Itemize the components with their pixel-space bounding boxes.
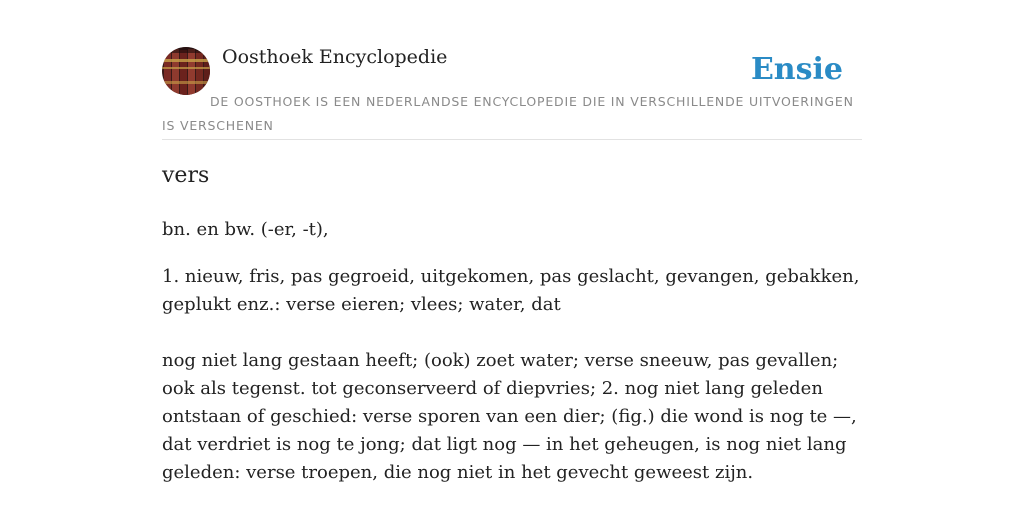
header-divider xyxy=(162,139,862,140)
source-description: DE OOSTHOEK IS EEN NEDERLANDSE ENCYCLOPEDIE DIE IN VERSCHILLENDE UITVOERINGEN IS VERSCHENEN xyxy=(162,94,854,133)
source-title[interactable]: Oosthoek Encyclopedie xyxy=(222,46,448,68)
entry-paragraph: bn. en bw. (-er, -t), xyxy=(162,219,329,240)
ensie-logo[interactable]: Ensie xyxy=(750,52,843,87)
entry-paragraph: 1. nieuw, fris, pas gegroeid, uitgekomen, pas geslacht, gevangen, gebakken, geplukt enz.: verse eieren; vlees; water, dat xyxy=(162,266,860,315)
book-spines-icon xyxy=(162,47,210,95)
entry-headword: vers xyxy=(162,163,210,188)
entry-paragraph: nog niet lang gestaan heeft; (ook) zoet water; verse sneeuw, pas gevallen; ook als tegenst. tot geconserveerd of diepvries; 2. nog niet lang geleden ontstaan of geschied: verse sporen van een dier; (fig.) die wond is nog te —, dat verdriet is nog te jong; dat ligt nog — in het geheugen, is nog niet lang geleden: verse troepen, die nog niet in het gevecht geweest zijn. xyxy=(162,350,857,483)
source-avatar[interactable] xyxy=(162,47,210,95)
